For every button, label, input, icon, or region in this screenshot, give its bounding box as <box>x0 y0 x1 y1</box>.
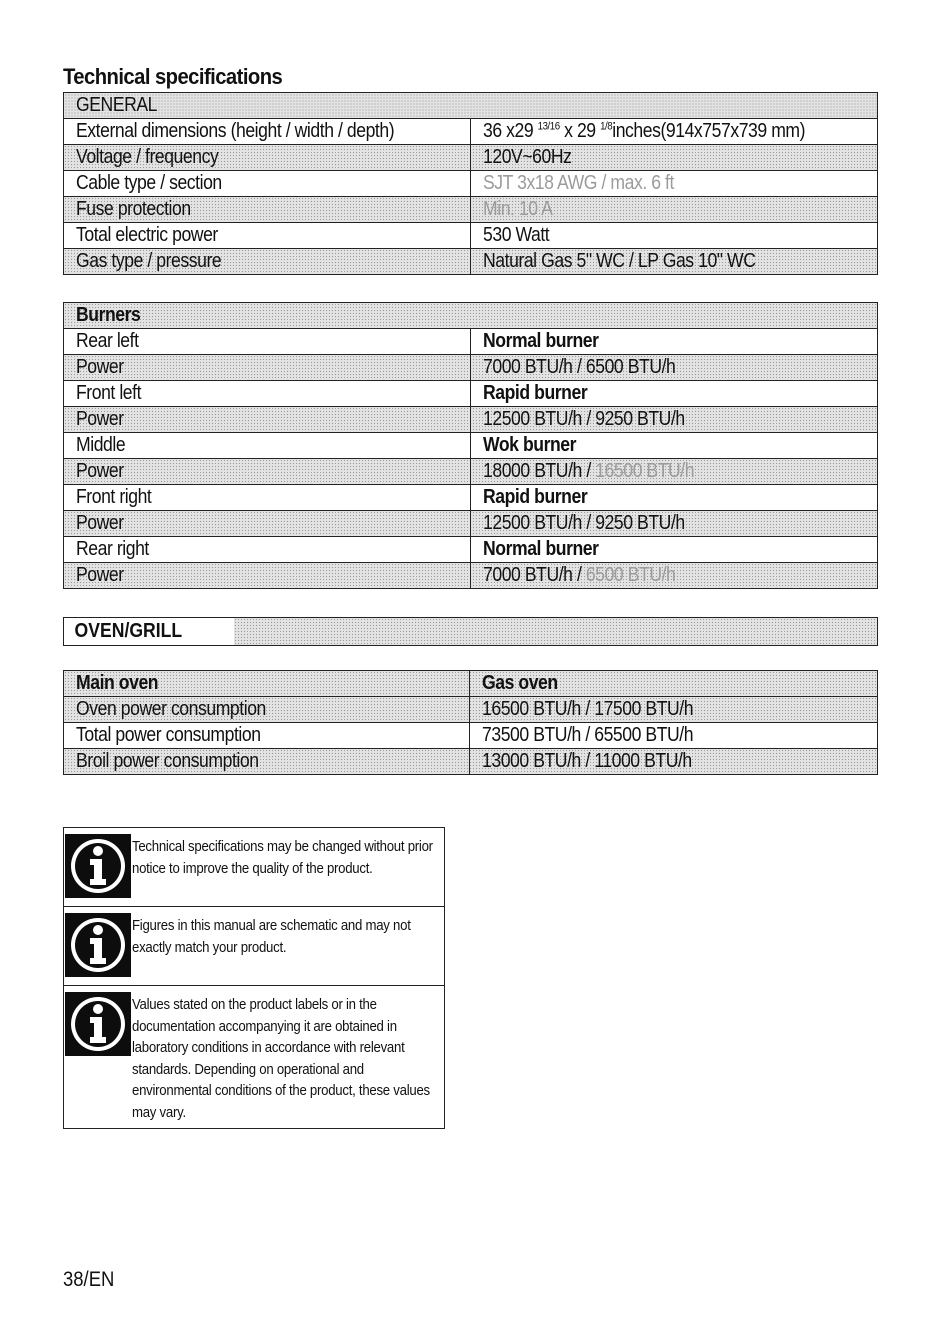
info-icon <box>65 834 131 898</box>
table-row <box>64 563 878 589</box>
spec-label: Cable type / section <box>64 171 471 197</box>
table-row <box>64 459 878 485</box>
table-row <box>64 329 878 355</box>
info-icon <box>65 992 131 1056</box>
table-row <box>64 697 878 723</box>
note-text: Technical specifications may be changed without prior notice to improve the quality of the product. <box>132 838 433 877</box>
table-row <box>64 119 878 145</box>
table-row <box>64 249 878 275</box>
spec-label: Oven power consumption <box>64 697 470 723</box>
info-icon <box>65 913 131 977</box>
burners-spec-table <box>63 302 878 589</box>
info-note <box>64 986 444 1129</box>
spec-label: Fuse protection <box>64 197 471 223</box>
table-row <box>64 723 878 749</box>
spec-value: 7000 BTU/h / 6500 BTU/h <box>471 563 878 589</box>
table-row <box>64 511 878 537</box>
table-row <box>64 433 878 459</box>
spec-value: Rapid burner <box>471 485 878 511</box>
spec-label: Power <box>64 511 471 537</box>
spec-label: Total power consumption <box>64 723 470 749</box>
spec-value: Wok burner <box>471 433 878 459</box>
spec-value: SJT 3x18 AWG / max. 6 ft <box>471 171 878 197</box>
spec-label: Power <box>64 563 471 589</box>
page-title: Technical specifications <box>63 64 283 89</box>
spec-value: Normal burner <box>471 537 878 563</box>
table-row <box>64 145 878 171</box>
spec-value: 530 Watt <box>471 223 878 249</box>
spec-label: Voltage / frequency <box>64 145 471 171</box>
general-header: GENERAL <box>64 93 878 119</box>
spec-value: Natural Gas 5" WC / LP Gas 10" WC <box>471 249 878 275</box>
spec-value: 16500 BTU/h / 17500 BTU/h <box>470 697 878 723</box>
burners-header: Burners <box>64 303 878 329</box>
info-note <box>64 828 444 907</box>
table-row <box>64 303 878 329</box>
spec-label: External dimensions (height / width / depth) <box>64 119 471 145</box>
spec-value: Normal burner <box>471 329 878 355</box>
spec-label: Total electric power <box>64 223 471 249</box>
spec-value: 7000 BTU/h / 6500 BTU/h <box>471 355 878 381</box>
table-row <box>64 93 878 119</box>
spec-value: Min. 10 A <box>471 197 878 223</box>
spec-value: 120V~60Hz <box>471 145 878 171</box>
spec-label: Power <box>64 355 471 381</box>
spec-label: Front right <box>64 485 471 511</box>
main-oven-header: Main oven <box>64 671 470 697</box>
note-text: Figures in this manual are schematic and may not exactly match your product. <box>132 917 411 956</box>
main-oven-spec-table <box>63 670 878 775</box>
spec-value: 18000 BTU/h / 16500 BTU/h <box>471 459 878 485</box>
spec-label: Power <box>64 459 471 485</box>
table-row <box>64 407 878 433</box>
spec-label: Gas type / pressure <box>64 249 471 275</box>
spec-value: 36 x29 $^{13/16}$ x 29 $^{1/8}$inches(914x757x739 mm) <box>471 119 878 145</box>
spec-label: Rear right <box>64 537 471 563</box>
spec-label: Front left <box>64 381 471 407</box>
table-row <box>64 381 878 407</box>
spec-value: 12500 BTU/h / 9250 BTU/h <box>471 511 878 537</box>
spec-value: Rapid burner <box>471 381 878 407</box>
spec-value: 12500 BTU/h / 9250 BTU/h <box>471 407 878 433</box>
info-notes <box>63 827 445 1129</box>
table-row <box>64 537 878 563</box>
table-row <box>64 197 878 223</box>
spec-value: 13000 BTU/h / 11000 BTU/h <box>470 749 878 775</box>
oven-grill-header-fill <box>234 618 877 645</box>
table-row <box>64 223 878 249</box>
table-row <box>64 749 878 775</box>
table-row <box>64 485 878 511</box>
table-row <box>64 355 878 381</box>
spec-label: Middle <box>64 433 471 459</box>
general-spec-table <box>63 92 878 275</box>
oven-grill-label: OVEN/GRILL <box>74 620 183 642</box>
table-row <box>64 171 878 197</box>
table-row <box>64 671 878 697</box>
spec-label: Rear left <box>64 329 471 355</box>
page-number: 38/EN <box>63 1268 115 1291</box>
spec-label: Power <box>64 407 471 433</box>
spec-label: Broil power consumption <box>64 749 470 775</box>
note-text: Values stated on the product labels or in the documentation accompanying it are obtained in laboratory conditions in accordance with relevant standards. Depending on operational and environmental conditions of the product, these values may vary. <box>132 996 430 1121</box>
spec-value: 73500 BTU/h / 65500 BTU/h <box>470 723 878 749</box>
oven-grill-header <box>63 617 878 646</box>
main-oven-type: Gas oven <box>470 671 878 697</box>
info-note <box>64 907 444 986</box>
